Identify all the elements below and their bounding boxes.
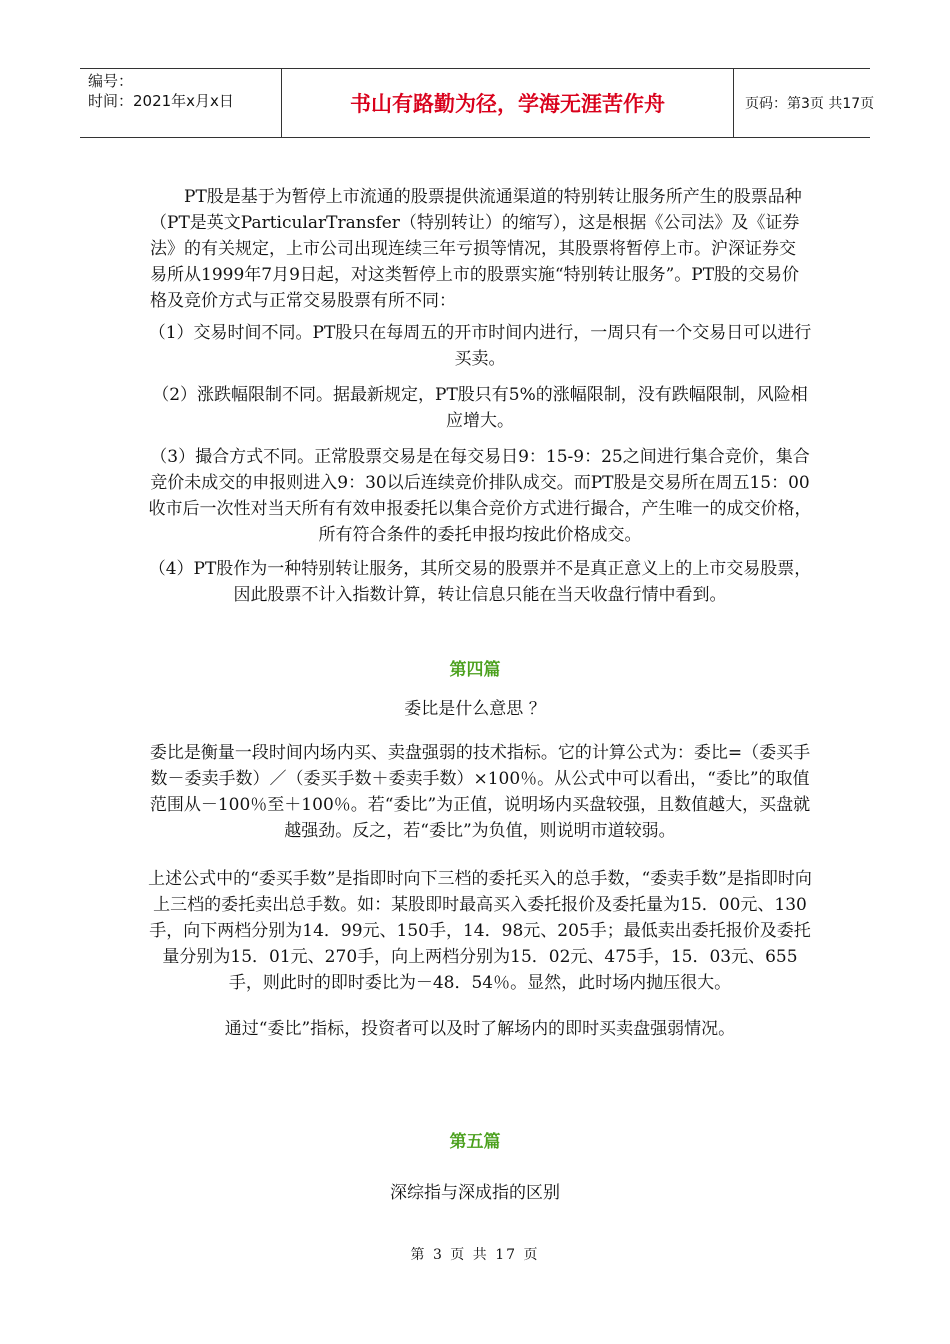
header-page-info: 页码：第3页 共17页 [745, 96, 875, 112]
pt-point-3: （3）撮合方式不同。正常股票交易是在每交易日9：15-9：25之间进行集合竞价，集合竞价未成交的申报则进入9：30以后连续竞价排队成交。而PT股是交易所在周五15：00收市后一次性对当天所有有效申报委托以集合竞价方式进行撮合，产生唯一的成交价格，所有符合条件的委托申报均按此价格成交。 [148, 447, 812, 545]
page-header [80, 68, 875, 138]
document-number-label: 编号： [88, 72, 134, 90]
document-time-label: 时间：2021年x月x日 [88, 92, 234, 110]
weibi-example: 上述公式中的“委买手数”是指即时向下三档的委托买入的总手数，“委卖手数”是指即时向上三档的委托卖出总手数。如：某股即时最高买入委托报价及委托量为15．00元、130手，向下两档分别为14．99元、150手，14．98元、205手；最低卖出委托报价及委托量分别为15．01元、270手，向上两档分别为15．02元、475手，15．03元、655手，则此时的即时委比为－48．54％。显然，此时场内抛压很大。 [148, 869, 812, 993]
page-footer: 第 3 页 共 17 页 [410, 1247, 540, 1263]
weibi-definition: 委比是衡量一段时间内场内买、卖盘强弱的技术指标。它的计算公式为：委比=（委买手数－委卖手数）／（委买手数＋委卖手数）×100％。从公式中可以看出，“委比”的取值范围从－100％至＋100％。若“委比”为正值，说明场内买盘较强，且数值越大，买盘就越强劲。反之，若“委比”为负值，则说明市道较弱。 [149, 743, 811, 841]
section4-title: 委比是什么意思 ？ [404, 699, 546, 719]
weibi-conclusion: 通过“委比”指标，投资者可以及时了解场内的即时买卖盘强弱情况。 [224, 1019, 736, 1039]
pt-point-2: （2）涨跌幅限制不同。据最新规定，PT股只有5%的涨幅限制，没有跌幅限制，风险相应增大。 [152, 385, 808, 431]
header-meta [80, 69, 282, 137]
section5-heading: 第五篇 [449, 1132, 501, 1152]
header-motto: 书山有路勤为径，学海无涯苦作舟 [282, 69, 734, 137]
pt-point-1: （1）交易时间不同。PT股只在每周五的开市时间内进行，一周只有一个交易日可以进行买卖。 [148, 323, 812, 369]
section5-title: 深综指与深成指的区别 [390, 1183, 560, 1203]
pt-stock-intro: PT股是基于为暂停上市流通的股票提供流通渠道的特别转让服务所产生的股票品种（PT是英文ParticularTransfer（特别转让）的缩写），这是根据《公司法》及《证券法》的有关规定，上市公司出现连续三年亏损等情况，其股票将暂停上市。沪深证券交易所从1999年7月9日起，对这类暂停上市的股票实施“特别转让服务”。PT股的交易价格及竞价方式与正常交易股票有所不同： [150, 187, 802, 311]
section4-heading: 第四篇 [449, 660, 501, 680]
pt-point-4: （4）PT股作为一种特别转让服务，其所交易的股票并不是真正意义上的上市交易股票，因此股票不计入指数计算，转让信息只能在当天收盘行情中看到。 [148, 559, 812, 605]
